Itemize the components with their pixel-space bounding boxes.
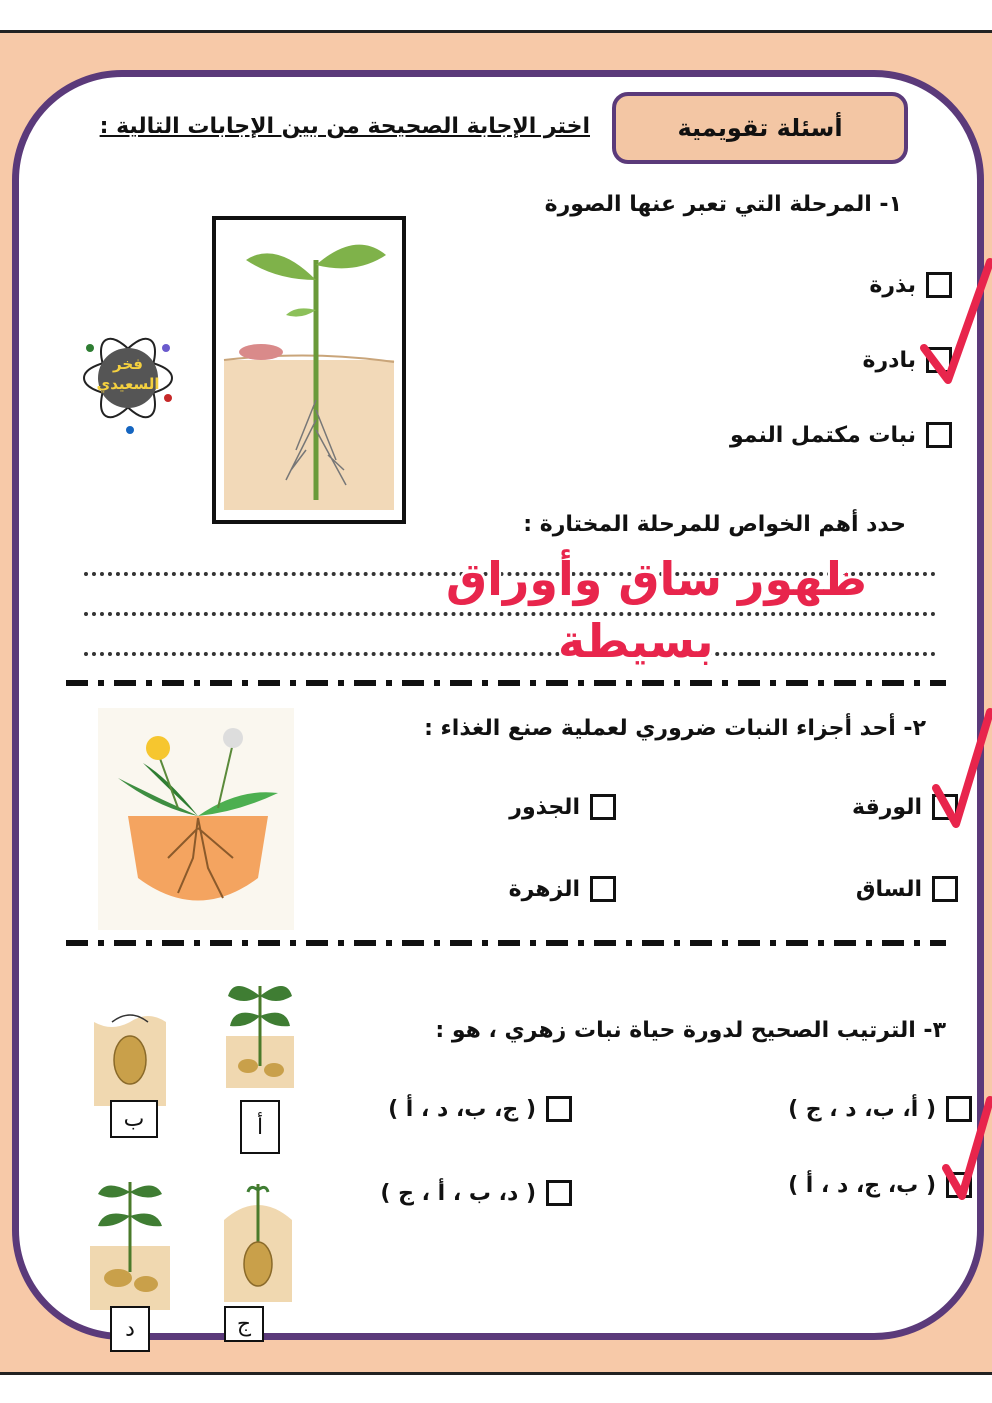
q2-option-flower-label: الزهرة [508, 876, 580, 902]
check-mark-icon [918, 258, 992, 388]
dandelion-image [98, 708, 294, 930]
q1-sub-question: حدد أهم الخواص للمرحلة المختارة : [523, 512, 906, 537]
q3-checkbox-2[interactable] [546, 1096, 572, 1122]
potato-plant-grown-illustration [224, 966, 296, 1088]
potato-stage-c-image [222, 1180, 294, 1302]
potato-sprouting-illustration [222, 1180, 294, 1302]
logo-line-2: السعيدي [96, 375, 160, 393]
q1-option-seedling-label: بادرة [862, 347, 916, 373]
seedling-image [212, 216, 406, 524]
q2-option-leaf-label: الورقة [851, 794, 922, 820]
q3-option-2[interactable] [388, 1096, 572, 1122]
question-2-text: ٢- أحد أجزاء النبات ضروري لعملية صنع الغذاء : [424, 716, 926, 741]
q3-option-4-label: ( د، ب ، أ ، ج ) [380, 1180, 536, 1206]
potato-stage-d-image [88, 1172, 172, 1310]
handwritten-answer-line-2: بسيطة [558, 614, 714, 668]
answer-line-2 [84, 612, 936, 616]
q2-checkbox-stem[interactable] [932, 876, 958, 902]
q2-option-stem-label: الساق [855, 876, 922, 902]
q2-option-stem[interactable] [856, 876, 958, 902]
q3-checkbox-4[interactable] [546, 1180, 572, 1206]
q3-option-4[interactable] [380, 1180, 572, 1206]
author-logo [80, 318, 176, 438]
potato-tuber-illustration [92, 1002, 168, 1106]
dandelion-illustration [98, 708, 294, 930]
potato-young-plant-illustration [88, 1172, 172, 1310]
q1-option-mature-plant[interactable] [730, 422, 952, 448]
image-label-c: ج [224, 1306, 264, 1342]
q1-option-mature-plant-label: نبات مكتمل النمو [729, 422, 916, 448]
potato-stage-a-image [224, 966, 296, 1088]
answer-line-3 [84, 652, 936, 656]
question-1-text: ١- المرحلة التي تعبر عنها الصورة [544, 192, 902, 217]
check-mark-icon [940, 1096, 992, 1204]
handwritten-answer-line-1: ظهور ساق وأوراق [446, 552, 868, 606]
worksheet-title: أسئلة تقويمية [612, 92, 908, 164]
q3-option-3-label: ( ب، ج، د ، أ ) [788, 1172, 936, 1198]
seedling-illustration [216, 220, 402, 520]
q2-option-roots[interactable] [509, 794, 616, 820]
potato-stage-b-image [92, 1002, 168, 1106]
q2-option-flower[interactable] [509, 876, 616, 902]
q1-checkbox-mature-plant[interactable] [926, 422, 952, 448]
image-label-d: د [110, 1306, 150, 1352]
section-divider-1 [66, 680, 946, 686]
q2-checkbox-roots[interactable] [590, 794, 616, 820]
logo-line-1: فخر [113, 355, 143, 373]
image-label-b: ب [110, 1100, 158, 1138]
check-mark-icon [930, 708, 992, 832]
q1-option-seed-label: بذرة [869, 272, 916, 298]
worksheet-frame [12, 70, 984, 1340]
question-3-text: ٣- الترتيب الصحيح لدورة حياة نبات زهري ، هو : [435, 1018, 946, 1043]
image-label-a: أ [240, 1100, 280, 1154]
section-divider-2 [66, 940, 946, 946]
q3-option-2-label: ( ج، ب، د ، أ ) [388, 1096, 536, 1122]
q3-option-1-label: ( أ، ب، د ، ج ) [788, 1096, 936, 1122]
q2-option-roots-label: الجذور [509, 794, 580, 820]
instruction-text: اختر الإجابة الصحيحة من بين الإجابات التالية : [99, 114, 590, 139]
q2-checkbox-flower[interactable] [590, 876, 616, 902]
